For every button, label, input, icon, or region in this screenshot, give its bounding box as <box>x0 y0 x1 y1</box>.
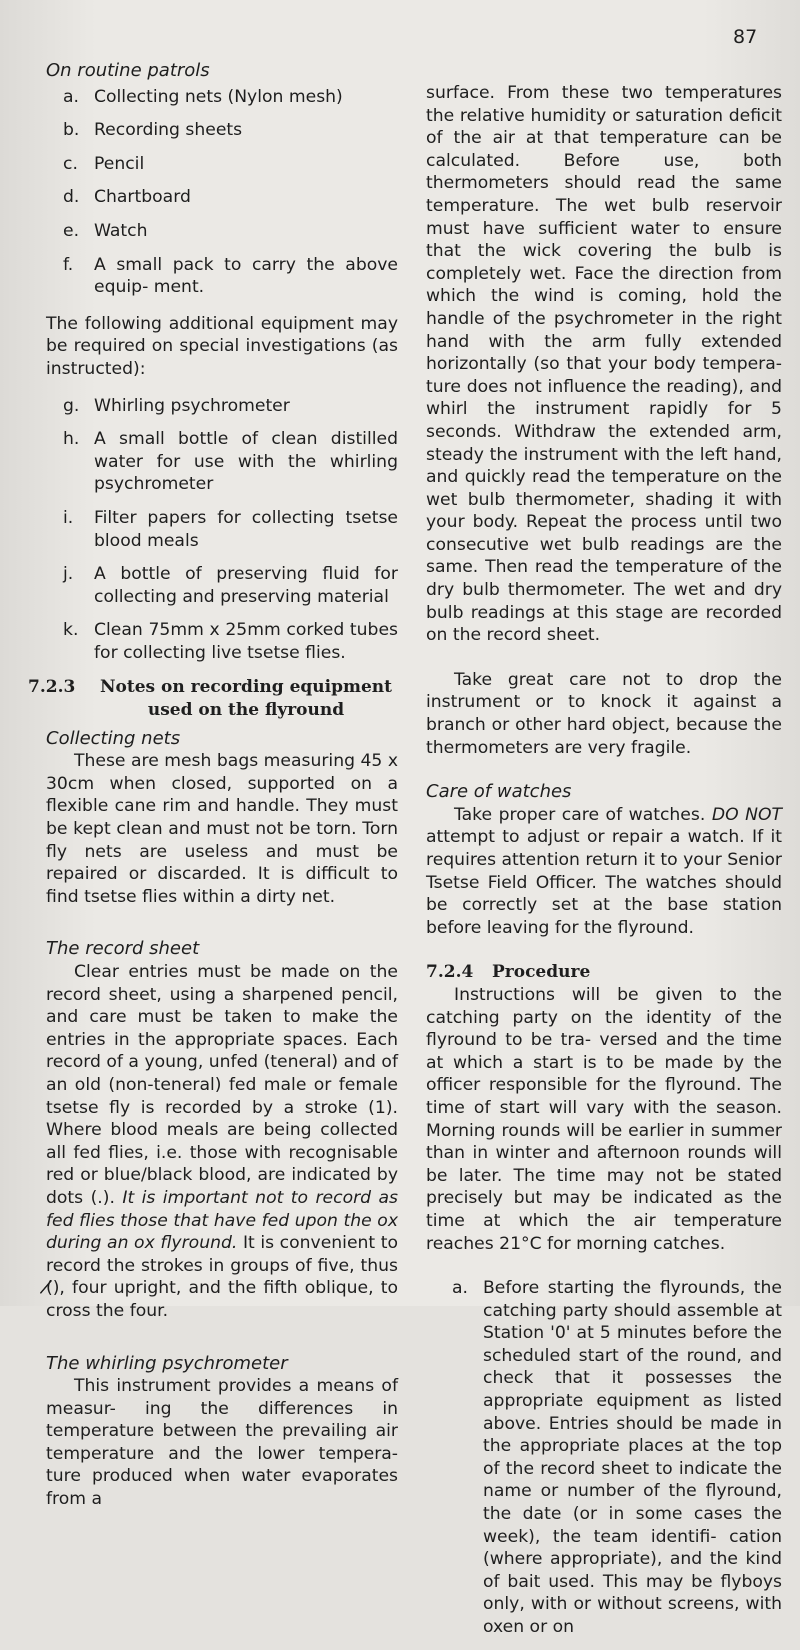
left-column <box>28 60 398 1511</box>
list-item <box>63 395 398 418</box>
patrol-list <box>63 86 398 299</box>
record-text-part-1: Clear entries must be made on the record sheet, using a sharpened pencil, and care must be taken to make the entries in the appropriate spaces. Each record of a young, unfed (teneral) and of an old (non-teneral) fed male or female tsetse fly is recorded by a stroke (1). Where blood meals are being collected all fed flies, i.e. those with recognisable red or blue/black blood, are indicated by dots (.). <box>46 962 398 1208</box>
care-text: Take great care not to drop the instrument or to knock it against a branch or other hard object, because the thermometers are very fragile. <box>426 669 782 758</box>
additional-intro: The following additional equipment may be required on special investigations (as instructed): <box>46 313 398 379</box>
procedure-text: Instructions will be given to the catching party on the identity of the flyround to be tra- versed and the time at which a start is to be made by the officer responsible for the flyround. The time of start will vary with the season. Morning rounds will be earlier in summer than in winter and afternoon rounds will be later. The time may not be stated precisely but may be indicated as the time at which the air temperature reaches 21°C for morning catches. <box>426 984 782 1254</box>
list-marker: i. <box>63 507 74 528</box>
list-text: Filter papers for collecting tsetse blood meals <box>94 507 398 551</box>
list-marker: e. <box>63 220 80 241</box>
section-number: 7.2.3 <box>28 677 76 698</box>
list-marker: a. <box>452 1278 468 1299</box>
list-item <box>63 254 398 299</box>
list-marker: a. <box>63 86 79 107</box>
list-marker: d. <box>63 187 80 208</box>
list-text: A small pack to carry the above equip- ment. <box>94 254 398 298</box>
list-text: Pencil <box>94 153 145 174</box>
right-column <box>426 82 782 1650</box>
section-title: Procedure <box>492 962 591 983</box>
watches-text-part-1: Take proper care of watches. <box>454 804 706 825</box>
watches-text-italic: DO NOT <box>711 804 782 825</box>
list-item <box>63 119 398 142</box>
list-text: Collecting nets (Nylon mesh) <box>94 86 343 107</box>
list-item <box>63 619 398 664</box>
additional-list <box>63 395 398 665</box>
list-text: A bottle of preserving fluid for collecting and preserving material <box>94 564 398 607</box>
psychrometer-continued-text: surface. From these two temperatures the relative humidity or saturation deficit of the air at that temperature can be calculated. Before use, both thermometers should read the same temperature. The wet bulb reservoir must have sufficient water to ensure that the wick covering the bulb is completely wet. Face the direction from which the wind is coming, hold the handle of the psychrometer in the right hand with the arm fully extended horizontally (so that your body tempera- ture does not influence the reading), and whirl the instrument rapidly for 5 seconds. Withdraw the extended arm, steady the instrument with the left hand, and quickly read the temperature on the wet bulb thermometer, shading it with your body. Repeat the process until two consecutive wet bulb readings are the same. Then read the temperature of the dry bulb thermometer. The wet and dry bulb readings at this stage are recorded on the record sheet. <box>426 83 782 646</box>
watches-heading: Care of watches <box>426 781 572 803</box>
list-marker: f. <box>63 254 74 275</box>
list-marker: h. <box>63 429 80 450</box>
psychrometer-heading: The whirling psychrometer <box>46 1352 288 1374</box>
list-text: Before starting the flyrounds, the catching party should assemble at Station '0' at 5 minutes before the scheduled start of the round, and check that it possesses the appropriate equipment as listed above. Entries should be made in the appropriate places at the top of the record sheet to indicate the name or number of the flyround, the date (or in some cases the week), the team identifi- cation (where appropriate), and the kind of bait used. This may be flyboys only, with or without screens, with oxen or on <box>483 1278 782 1637</box>
patrols-heading: On routine patrols <box>46 60 210 81</box>
page-number: 87 <box>733 26 758 48</box>
list-marker: b. <box>63 120 80 141</box>
list-text: Watch <box>94 220 148 241</box>
record-sheet-heading: The record sheet <box>46 938 200 960</box>
section-number: 7.2.4 <box>426 962 474 983</box>
list-item <box>63 563 398 608</box>
record-sheet-text <box>46 961 398 1323</box>
list-text: Clean 75mm x 25mm corked tubes for collecting live tsetse flies. <box>94 620 398 663</box>
list-text: A small bottle of clean distilled water for use with the whirling psychrometer <box>94 429 398 495</box>
list-item <box>63 507 398 552</box>
list-marker: c. <box>63 153 78 174</box>
watches-text <box>426 804 782 940</box>
section-title: Notes on recording equipment used on the flyround <box>99 677 392 721</box>
list-marker: j. <box>63 564 74 585</box>
list-item <box>63 186 398 209</box>
psychrometer-text: This instrument provides a means of measur- ing the differences in temperature between the prevailing air temperature and the lower tempera- ture produced when water evaporates from a <box>46 1376 398 1510</box>
list-item <box>63 153 398 176</box>
list-marker: k. <box>63 620 79 641</box>
list-item <box>63 428 398 496</box>
nets-text: These are mesh bags measuring 45 x 30cm when closed, supported on a flexible cane rim and handle. They must be kept clean and must not be torn. Torn fly nets are useless and must be repaired or discarded. It is difficult to find tsetse flies within a dirty net. <box>46 751 398 907</box>
record-text-italic: It is important not to record as fed flies those that have fed upon the ox during an ox flyround. <box>46 1187 398 1254</box>
list-item <box>63 86 398 109</box>
section-heading-7-2-4 <box>426 961 782 984</box>
list-text: Whirling psychrometer <box>94 395 290 416</box>
record-text-part-2: It is convenient to record the strokes in groups of five, thus (̸̸̸̸), four upright, and the fifth oblique, to cross the four. <box>46 1233 398 1321</box>
list-item <box>63 220 398 243</box>
list-marker: g. <box>63 395 80 416</box>
list-text: Chartboard <box>94 187 191 208</box>
nets-heading: Collecting nets <box>46 727 181 749</box>
watches-text-part-2: attempt to adjust or repair a watch. If it requires attention return it to your Senior Tsetse Field Officer. The watches should be correctly set at the base station before leaving for the flyround. <box>426 827 782 938</box>
procedure-list-item <box>452 1277 782 1639</box>
list-text: Recording sheets <box>94 120 243 141</box>
section-heading-7-2-3 <box>28 676 398 721</box>
